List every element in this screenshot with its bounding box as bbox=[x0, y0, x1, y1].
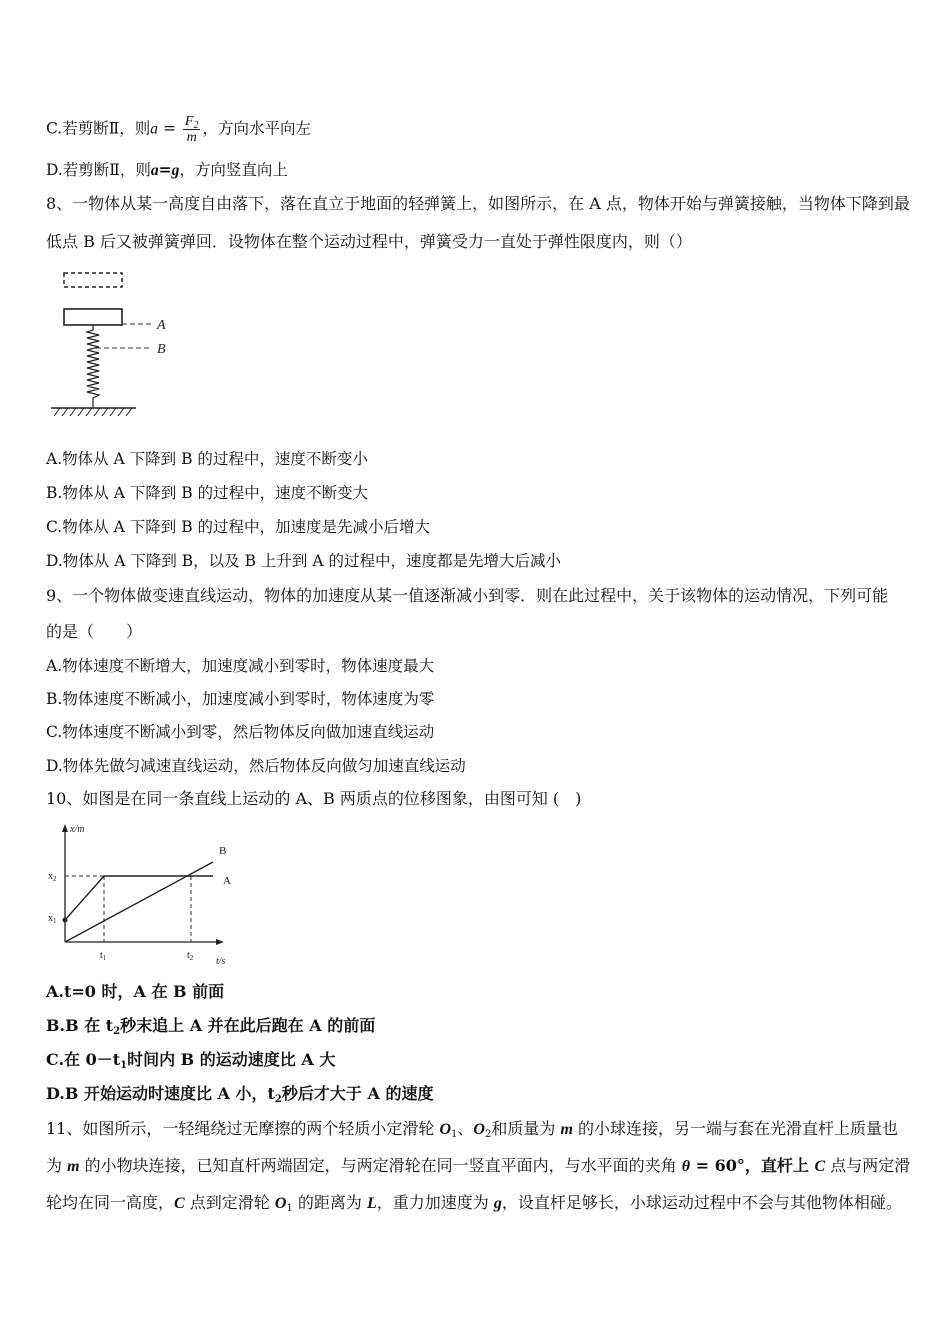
x-axis-arrow bbox=[216, 939, 224, 945]
displacement-graph bbox=[46, 818, 246, 970]
q11-stem-line2 bbox=[46, 1156, 910, 1177]
q10-option-a: A.t=0 时，A 在 B 前面 bbox=[46, 982, 225, 1001]
q10-option-c-prefix: C.在 0－t bbox=[46, 1050, 121, 1069]
q11-o1-sub: 1 bbox=[451, 1129, 458, 1140]
q11-text: = 60°，直杆上 bbox=[690, 1156, 815, 1175]
q8-stem-line2: 低点 B 后又被弹簧弹回．设物体在整个运动过程中，弹簧受力一直处于弹性限度内，则（） bbox=[46, 232, 692, 251]
q10-option-d-suffix: 秒后才大于 A 的速度 bbox=[281, 1084, 434, 1103]
q11-o2-sub: 2 bbox=[484, 1129, 492, 1140]
q9-stem-line2: 的是（ ） bbox=[46, 622, 143, 641]
q11-o1: O bbox=[439, 1121, 452, 1138]
q11-g: g bbox=[493, 1195, 502, 1212]
q7-option-d-g: g bbox=[171, 162, 180, 179]
q7-option-d-a: a bbox=[150, 162, 159, 179]
q10-option-d-prefix: D.B 开始运动时速度比 A 小，t bbox=[46, 1084, 275, 1103]
q9-option-a: A.物体速度不断增大，加速度减小到零时，物体速度最大 bbox=[46, 657, 435, 675]
q10-option-d bbox=[46, 1084, 433, 1104]
fraction-numerator: F bbox=[184, 114, 194, 129]
label-b: B bbox=[157, 342, 166, 357]
q7-option-d bbox=[46, 160, 288, 181]
y-axis-arrow bbox=[62, 824, 68, 832]
q9-option-d: D.物体先做匀减速直线运动，然后物体反向做匀加速直线运动 bbox=[46, 757, 466, 775]
x1-tick-label: $x_1$ bbox=[48, 913, 57, 925]
q10-option-c-sub: 1 bbox=[120, 1060, 128, 1071]
q9-option-b: B.物体速度不断减小，加速度减小到零时，物体速度为零 bbox=[46, 690, 435, 708]
q10-option-b-prefix: B.B 在 t bbox=[46, 1016, 114, 1035]
q11-text: ，设直杆足够长，小球运动过程中不会与其他物体相碰。 bbox=[501, 1193, 902, 1212]
q7-option-c-prefix: C.若剪断Ⅱ，则 bbox=[46, 119, 151, 138]
q11-o1-sub: 1 bbox=[286, 1203, 293, 1214]
fraction-denominator: m bbox=[186, 130, 197, 145]
y-axis-label: x/m bbox=[70, 824, 85, 835]
block-initial-position bbox=[64, 273, 122, 287]
fraction-numerator-sub: 2 bbox=[193, 120, 199, 131]
q8-option-d: D.物体从 A 下降到 B，以及 B 上升到 A 的过程中，速度都是先增大后减小 bbox=[46, 552, 561, 570]
q10-option-b-suffix: 秒末追上 A 并在此后跑在 A 的前面 bbox=[120, 1016, 376, 1035]
spring bbox=[87, 325, 99, 408]
q9-option-c: C.物体速度不断减小到零，然后物体反向做加速直线运动 bbox=[46, 723, 435, 741]
q9-stem-line1: 9、一个物体做变速直线运动，物体的加速度从某一值逐渐减小到零．则在此过程中，关于该物体的运动情况，下列可能 bbox=[46, 586, 889, 605]
q10-option-b bbox=[46, 1016, 375, 1036]
q11-o1: O bbox=[274, 1195, 287, 1212]
q7-option-c-equals: = bbox=[158, 119, 181, 138]
q11-text: 的距离为 bbox=[292, 1193, 367, 1212]
series-a-label: A bbox=[223, 875, 231, 887]
q7-option-c-suffix: ，方向水平向左 bbox=[202, 119, 311, 138]
q7-option-c-a: a bbox=[150, 120, 159, 138]
label-a: A bbox=[157, 318, 166, 333]
q11-text: 的小球连接，另一端与套在光滑直杆上质量也 bbox=[572, 1119, 898, 1138]
series-a-start-point bbox=[63, 918, 68, 923]
q11-text: 和质量为 bbox=[491, 1119, 561, 1138]
q11-c: C bbox=[814, 1158, 826, 1175]
q7-option-d-suffix: ，方向竖直向上 bbox=[179, 161, 288, 179]
q10-option-c bbox=[46, 1050, 335, 1070]
q11-text: ，重力加速度为 bbox=[376, 1193, 494, 1212]
x-axis-label: t/s bbox=[216, 956, 226, 967]
q11-text: 点到定滑轮 bbox=[184, 1193, 275, 1212]
q8-option-b: B.物体从 A 下降到 B 的过程中，速度不断变大 bbox=[46, 484, 369, 502]
q11-stem-line1 bbox=[46, 1119, 898, 1140]
q11-text: 11、如图所示，一轻绳绕过无摩擦的两个轻质小定滑轮 bbox=[46, 1119, 440, 1138]
q11-l: L bbox=[367, 1195, 377, 1212]
q11-text: 点与两定滑 bbox=[825, 1156, 911, 1175]
q11-o2: O bbox=[473, 1121, 485, 1138]
q10-stem: 10、如图是在同一条直线上运动的 A、B 两质点的位移图象，由图可知 ( ) bbox=[46, 789, 582, 808]
q11-text: 轮均在同一高度， bbox=[46, 1193, 175, 1212]
q8-option-c: C.物体从 A 下降到 B 的过程中，加速度是先减小后增大 bbox=[46, 518, 431, 536]
block bbox=[64, 309, 122, 325]
spring-figure bbox=[46, 268, 176, 418]
q7-fraction bbox=[183, 114, 201, 145]
q11-text: 为 bbox=[46, 1156, 68, 1175]
q10-option-d-sub: 2 bbox=[274, 1094, 282, 1105]
series-b-label: B bbox=[219, 845, 227, 857]
q8-stem-line1: 8、一物体从某一高度自由落下，落在直立于地面的轻弹簧上，如图所示，在 A 点，物体开始与弹簧接触，当物体下降到最 bbox=[46, 194, 910, 213]
q7-option-d-equals: = bbox=[158, 160, 172, 179]
q11-text: 的小物块连接，已知直杆两端固定，与两定滑轮在同一竖直平面内，与水平面的夹角 bbox=[79, 1156, 682, 1175]
q11-separator: 、 bbox=[457, 1119, 474, 1138]
t2-tick-label: $t_2$ bbox=[187, 950, 194, 962]
t1-tick-label: $t_1$ bbox=[100, 950, 107, 962]
q11-stem-line3 bbox=[46, 1193, 902, 1214]
q10-option-b-sub: 2 bbox=[113, 1026, 121, 1037]
q11-c: C bbox=[174, 1195, 185, 1212]
x2-tick-label: $x_2$ bbox=[48, 871, 57, 883]
series-b-line bbox=[65, 862, 213, 942]
q11-theta: θ bbox=[681, 1158, 691, 1175]
q7-option-c bbox=[46, 114, 311, 145]
q10-option-c-suffix: 时间内 B 的运动速度比 A 大 bbox=[127, 1050, 336, 1069]
q11-m: m bbox=[67, 1158, 80, 1175]
q7-option-d-prefix: D.若剪断Ⅱ，则 bbox=[46, 161, 151, 179]
q11-m: m bbox=[560, 1121, 573, 1138]
ground-hatch bbox=[54, 408, 132, 416]
q8-option-a: A.物体从 A 下降到 B 的过程中，速度不断变小 bbox=[46, 450, 368, 468]
